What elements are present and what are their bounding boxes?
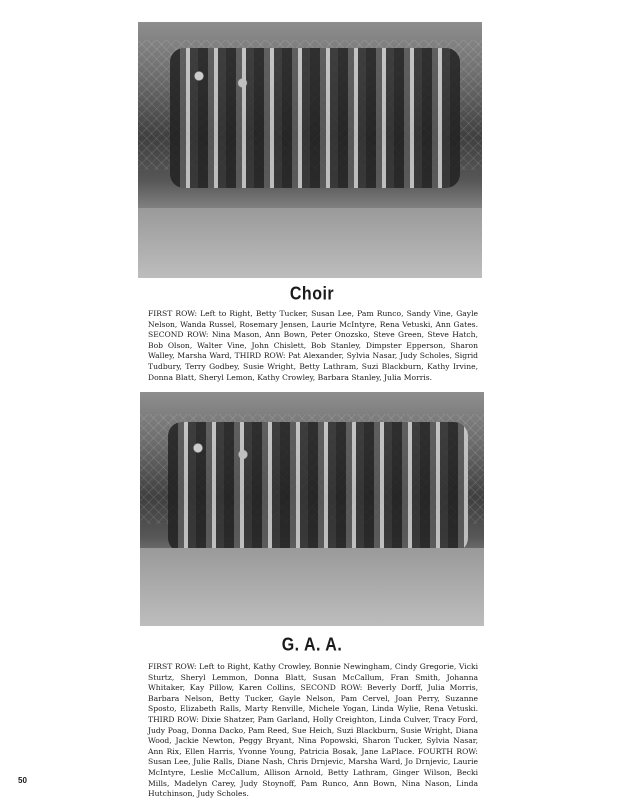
- gaa-title: G. A. A.: [281, 635, 343, 656]
- choir-group-photo: [138, 22, 482, 278]
- gaa-caption: FIRST ROW: Left to Right, Kathy Crowley, Bonnie Newingham, Cindy Gregorie, Vicki Sturtz, Sheryl Lemmon, Donna Blatt, Susan McCallum, Fran Smith, Johanna Whitaker, Kay Pillow, Karen Collins, SECOND ROW: Beverly Dorff, Julia Morris, Barbara Nelson, Betty Tucker, Gayle Nelson, Pam Cervel, Joan Perry, Suzanne Sposto, Elizabeth Ralls, Marty Renville, Michele Yogan, Linda Wylie, Rena Vetuski. THIRD ROW: Dixie Shatzer, Pam Garland, Holly Creighton, Linda Culver, Tracy Ford, Judy Poag, Donna Dacko, Pam Reed, Sue Heich, Suzi Blackburn, Susie Wright, Diana Wood, Jackie Newton, Peggy Bryant, Nina Popowski, Sharon Tucker, Sylvia Nasar, Ann Rix, Ellen Harris, Yvonne Young, Patricia Bosak, Jane LaPlace. FOURTH ROW: Susan Lee, Julie Ralls, Diane Nash, Chris Drnjevic, Marsha Ward, Jo Drnjevic, Laurie McIntyre, Leslie McCallum, Allison Arnold, Betty Lathram, Ginger Wilson, Becki Mills, Madelyn Carey, Judy Stoynoff, Pam Runco, Ann Bown, Nina Nason, Linda Hutchinson, Judy Scholes.: [148, 662, 478, 799]
- choir-caption: FIRST ROW: Left to Right, Betty Tucker, Susan Lee, Pam Runco, Sandy Vine, Gayle Nelson, Wanda Russel, Rosemary Jensen, Laurie McIntyre, Rena Vetuski, Ann Gates. SECOND ROW: Nina Mason, Ann Bown, Peter Onozsko, Steve Green, Steve Hatch, Bob Olson, Walter Vine, John Chislett, Bob Stanley, Dimpster Epperson, Sharon Walley, Marsha Ward, THIRD ROW: Pat Alexander, Sylvia Nasar, Judy Scholes, Sigrid Tudbury, Terry Godbey, Susie Wright, Betty Lathram, Suzi Blackburn, Kathy Irvine, Donna Blatt, Sheryl Lemon, Kathy Crowley, Barbara Stanley, Julia Morris.: [148, 309, 478, 382]
- choir-title: Choir: [289, 284, 335, 305]
- page-number: 50: [18, 776, 27, 785]
- gaa-group-photo: [140, 392, 484, 626]
